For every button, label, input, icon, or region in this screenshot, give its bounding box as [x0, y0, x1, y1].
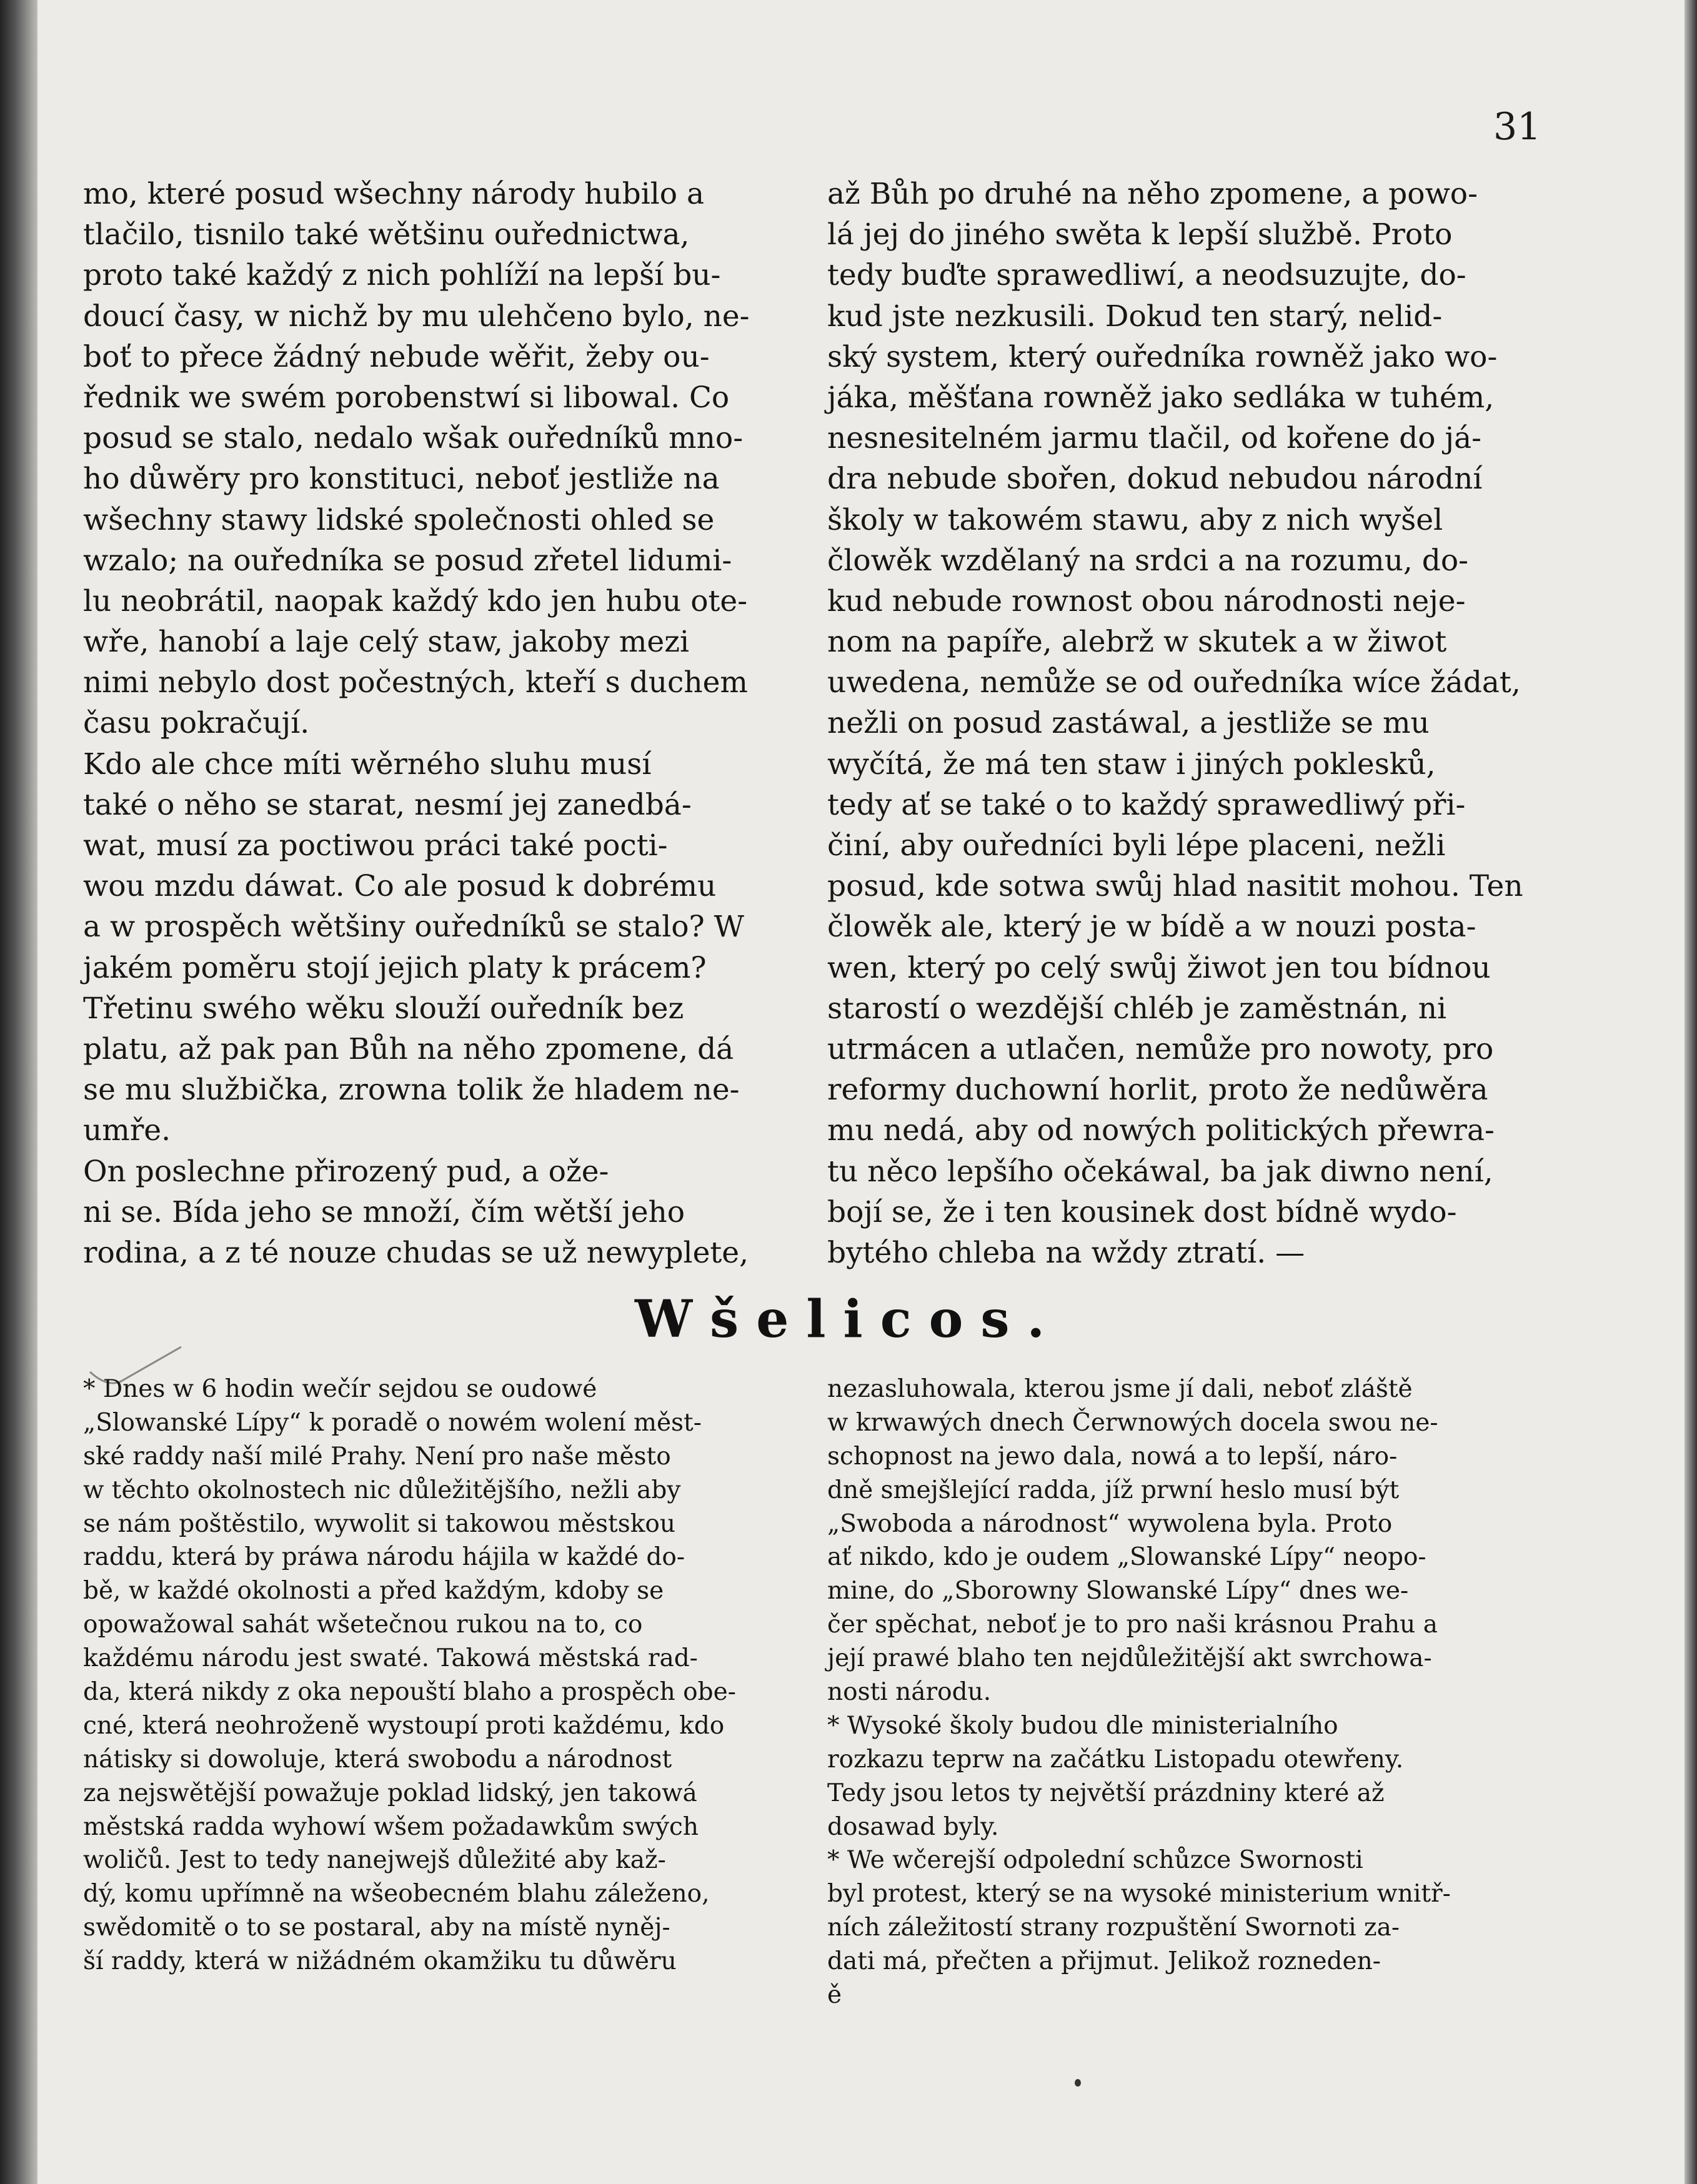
article-text-line: On poslechne přirozený pud, a ože-: [83, 1154, 609, 1189]
article-text-line: kud nebude rownost obou národnosti neje-: [827, 583, 1466, 618]
news-text-line: dosawad byly.: [827, 1812, 999, 1841]
news-text-line: * We wčerejší odpolední schůzce Swornosti: [827, 1846, 1363, 1875]
article-text-line: nežli on posud zastáwal, a jestliže se mu: [827, 706, 1430, 741]
article-text-line: nimi nebylo dost počestných, kteří s duchem: [83, 665, 748, 700]
article-text-line: starostí o wezdější chléb je zaměstnán, ni: [827, 991, 1447, 1026]
article-text-line: bytého chleba na wždy ztratí. —: [827, 1235, 1305, 1270]
news-text-line: cné, která neohroženě wystoupí proti každému, kdo: [83, 1711, 725, 1740]
article-text-line: člowěk ale, který je w bídě a w nouzi posta-: [827, 910, 1476, 945]
article-text-line: proto také každý z nich pohlíží na lepší bu-: [83, 258, 721, 293]
news-text-line: schopnost na jewo dala, nowá a to lepší, náro-: [827, 1442, 1398, 1471]
article-text-line: také o něho se starat, nesmí jej zanedbá-: [83, 787, 692, 822]
article-text-line: posud se stalo, nedalo wšak ouředníků mno-: [83, 421, 744, 456]
article-text-line: reformy duchowní horlit, proto že nedůwěra: [827, 1073, 1488, 1108]
news-text-line: raddu, která by práwa národu hájila w každé do-: [83, 1543, 685, 1572]
article-text-line: mu nedá, aby od nowých politických přewra-: [827, 1113, 1495, 1148]
article-text-line: kud jste nezkusili. Dokud ten starý, nelid-: [827, 299, 1443, 334]
article-text-line: bojí se, že i ten kousinek dost bídně wydo-: [827, 1194, 1457, 1229]
article-text-line: posud, kde sotwa swůj hlad nasitit mohou. Ten: [827, 869, 1523, 904]
article-text-line: nesnesitelném jarmu tlačil, od kořene do já-: [827, 421, 1482, 456]
article-text-line: a w prospěch wětšiny ouředníků se stalo? W: [83, 910, 744, 945]
news-text-line: se nám poštěstilo, wywolit si takowou městskou: [83, 1509, 675, 1538]
article-text-line: člowěk wzdělaný na srdci a na rozumu, do-: [827, 543, 1468, 578]
news-text-line: nosti národu.: [827, 1678, 992, 1707]
news-text-line: ě: [827, 1981, 842, 2010]
article-text-line: wšechny stawy lidské společnosti ohled se: [83, 502, 715, 537]
article-text-line: se mu službička, zrowna tolik že hladem ne-: [83, 1073, 740, 1108]
news-text-line: byl protest, který se na wysoké ministerium wnitř-: [827, 1880, 1451, 1909]
article-text-line: nom na papíře, alebrž w skutek a w žiwot: [827, 625, 1447, 660]
article-text-line: wat, musí za poctiwou práci také pocti-: [83, 828, 668, 863]
news-text-line: bě, w každé okolnosti a před každým, kdoby se: [83, 1577, 664, 1606]
article-text-line: utrmácen a utlačen, nemůže pro nowoty, pro: [827, 1031, 1494, 1066]
ink-dot: [1075, 2079, 1081, 2087]
page-number: 31: [1493, 105, 1541, 149]
article-text-line: jáka, měšťana rowněž jako sedláka w tuhém,: [827, 380, 1495, 415]
news-text-line: ské raddy naší milé Prahy. Není pro naše město: [83, 1442, 671, 1471]
article-text-line: tu něco lepšího očekáwal, ba jak diwno není,: [827, 1154, 1493, 1189]
article-text-line: ský system, který ouředníka rowněž jako wo-: [827, 339, 1498, 374]
article-text-line: jakém poměru stojí jejich platy k prácem?: [83, 950, 707, 985]
news-text-line: ních záležitostí strany rozpuštění Swornoti za-: [827, 1913, 1400, 1942]
news-text-line: „Swoboda a národnost“ wywolena byla. Proto: [827, 1509, 1393, 1538]
article-text-line: mo, které posud wšechny národy hubilo a: [83, 177, 705, 211]
article-left-column: [83, 174, 795, 1273]
article-text-line: doucí časy, w nichž by mu ulehčeno bylo, ne-: [83, 299, 750, 334]
article-text-line: wzalo; na ouředníka se posud zřetel lidumi-: [83, 543, 732, 578]
article-text-line: ho důwěry pro konstituci, neboť jestliže na: [83, 462, 720, 497]
article-text-line: uwedena, nemůže se od ouředníka wíce žádat,: [827, 665, 1521, 700]
article-text-line: tedy buďte sprawedliwí, a neodsuzujte, do-: [827, 258, 1466, 293]
scan-edge-right: [1685, 0, 1697, 2184]
article-text-line: školy w takowém stawu, aby z nich wyšel: [827, 502, 1443, 537]
news-text-line: mine, do „Sborowny Slowanské Lípy“ dnes we-: [827, 1577, 1409, 1606]
section-heading: Wšelicos.: [634, 1289, 1063, 1349]
news-text-line: „Slowanské Lípy“ k poradě o nowém wolení měst-: [83, 1408, 702, 1437]
news-left-column: [83, 1372, 795, 1978]
article-text-line: wře, hanobí a laje celý staw, jakoby mezi: [83, 625, 689, 660]
news-text-line: da, která nikdy z oka nepouští blaho a prospěch obe-: [83, 1678, 736, 1707]
article-text-line: umře.: [83, 1113, 171, 1148]
article-text-line: až Bůh po druhé na něho zpomene, a powo-: [827, 177, 1478, 211]
news-text-line: dý, komu upřímně na wšeobecném blahu záleženo,: [83, 1880, 710, 1909]
news-text-line: rozkazu teprw na začátku Listopadu otewřeny.: [827, 1745, 1404, 1774]
article-text-line: wyčítá, že má ten staw i jiných poklesků,: [827, 747, 1436, 782]
article-text-line: řednik we swém porobenstwí si libowal. Co: [83, 380, 730, 415]
article-text-line: rodina, a z té nouze chudas se už newyplete,: [83, 1235, 749, 1270]
article-text-line: Kdo ale chce míti wěrného sluhu musí: [83, 747, 652, 782]
news-text-line: každému národu jest swaté. Takowá městská rad-: [83, 1644, 698, 1673]
article-text-line: tlačilo, tisnilo také wětšinu ouřednictwa,: [83, 217, 690, 252]
article-text-line: boť to přece žádný nebude wěřit, žeby ou-: [83, 339, 710, 374]
article-text-line: lu neobrátil, naopak každý kdo jen hubu ote-: [83, 583, 748, 618]
news-right-column: [827, 1372, 1540, 2012]
news-text-line: čer spěchat, neboť je to pro naši krásnou Prahu a: [827, 1611, 1438, 1639]
article-text-line: ni se. Bída jeho se množí, čím wětší jeho: [83, 1194, 685, 1229]
news-text-line: * Wysoké školy budou dle ministerialního: [827, 1711, 1338, 1740]
article-text-line: dra nebude sbořen, dokud nebudou národní: [827, 462, 1483, 497]
article-text-line: Třetinu swého wěku slouží ouředník bez: [83, 991, 684, 1026]
news-text-line: dně smejšlející radda, jíž prwní heslo musí být: [827, 1476, 1400, 1504]
news-text-line: nátisky si dowoluje, která swobodu a národnost: [83, 1745, 672, 1774]
news-text-line: její prawé blaho ten nejdůležitější akt swrchowa-: [827, 1644, 1432, 1673]
article-text-line: wou mzdu dáwat. Co ale posud k dobrému: [83, 869, 717, 904]
article-text-line: lá jej do jiného swěta k lepší službě. Proto: [827, 217, 1453, 252]
news-text-line: w krwawých dnech Čerwnowých docela swou ne-: [827, 1408, 1438, 1437]
article-text-line: platu, až pak pan Bůh na něho zpomene, dá: [83, 1031, 734, 1066]
news-text-line: městská radda wyhowí wšem požadawkům swých: [83, 1812, 699, 1841]
article-text-line: času pokračují.: [83, 706, 310, 741]
article-text-line: wen, který po celý swůj žiwot jen tou bídnou: [827, 950, 1491, 985]
news-text-line: Tedy jsou letos ty největší prázdniny které až: [827, 1779, 1385, 1807]
news-text-line: ší raddy, která w nižádném okamžiku tu důwěru: [83, 1947, 677, 1976]
news-text-line: nezasluhowala, kterou jsme jí dali, neboť zláště: [827, 1375, 1413, 1403]
news-text-line: opowažowal sahát wšetečnou rukou na to, co: [83, 1611, 643, 1639]
news-text-line: * Dnes w 6 hodin wečír sejdou se oudowé: [83, 1375, 597, 1403]
news-text-line: dati má, přečten a přijmut. Jelikož rozneden-: [827, 1947, 1381, 1976]
news-text-line: woličů. Jest to tedy nanejwejš důležité aby kaž-: [83, 1846, 666, 1875]
news-text-line: swědomitě o to se postaral, aby na místě nyněj-: [83, 1913, 670, 1942]
scan-edge-left: [0, 0, 37, 2184]
news-text-line: w těchto okolnostech nic důležitějšího, nežli aby: [83, 1476, 681, 1504]
article-right-column: [827, 174, 1540, 1273]
news-text-line: ať nikdo, kdo je oudem „Slowanské Lípy“ neopo-: [827, 1543, 1426, 1572]
article-text-line: činí, aby ouředníci byli lépe placeni, nežli: [827, 828, 1446, 863]
article-text-line: tedy ať se také o to každý sprawedliwý při-: [827, 787, 1466, 822]
news-text-line: za nejswětější powažuje poklad lidský, jen takowá: [83, 1779, 697, 1807]
